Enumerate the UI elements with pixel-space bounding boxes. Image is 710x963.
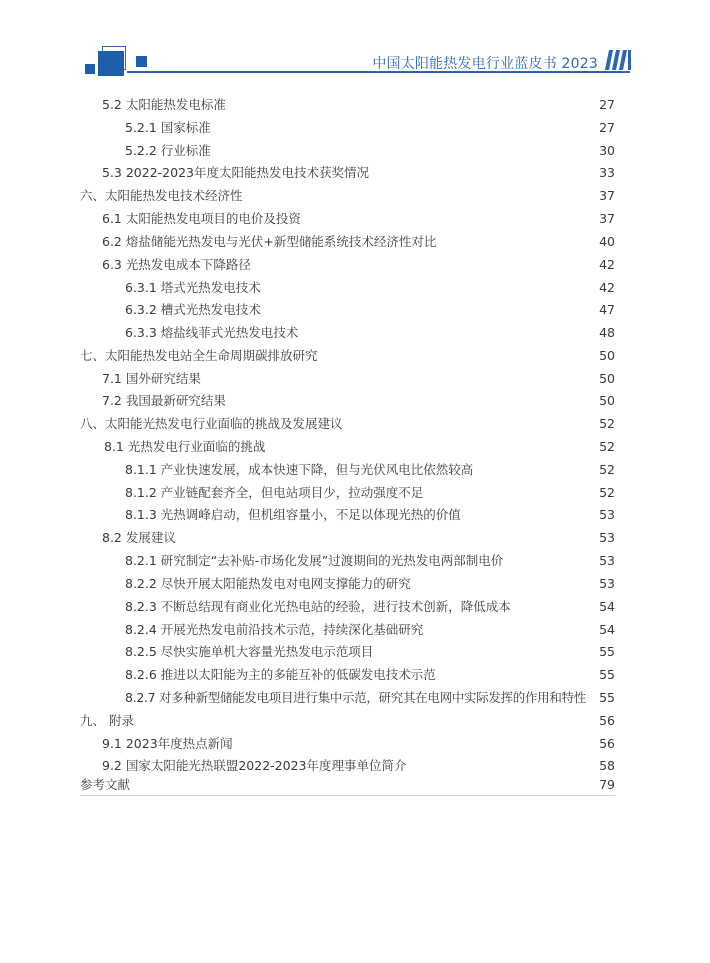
toc-entry-page: 53 xyxy=(599,553,615,568)
toc-entry-title: 5.2.1 国家标准 xyxy=(125,120,211,135)
toc-entry-title: 8.1.1 产业快速发展，成本快速下降，但与光伏风电比依然较高 xyxy=(125,462,474,477)
toc-entry-page: 27 xyxy=(599,120,615,135)
toc-leader-dots xyxy=(326,347,589,365)
toc-entry[interactable] xyxy=(80,776,615,794)
toc-entry-title: 8.1 光热发电行业面临的挑战 xyxy=(104,439,266,454)
toc-entry-title: 8.2.3 不断总结现有商业化光热电站的经验，进行技术创新，降低成本 xyxy=(125,599,511,614)
toc-entry-page: 50 xyxy=(599,393,615,408)
toc-entry[interactable] xyxy=(125,506,615,524)
toc-entry-title: 9.1 2023年度热点新闻 xyxy=(102,736,233,751)
toc-entry[interactable] xyxy=(102,757,615,775)
toc-leader-dots xyxy=(219,119,589,137)
toc-entry[interactable] xyxy=(125,552,615,570)
toc-entry[interactable] xyxy=(102,96,615,114)
toc-entry-title: 7.2 我国最新研究结果 xyxy=(102,393,226,408)
toc-entry-title: 九、 附录 xyxy=(80,713,134,728)
toc-entry-title: 5.2.2 行业标准 xyxy=(125,143,211,158)
toc-entry[interactable] xyxy=(80,187,615,205)
toc-entry[interactable] xyxy=(125,643,615,661)
toc-leader-dots xyxy=(209,370,589,388)
toc-entry[interactable] xyxy=(102,164,615,182)
header-title: 中国太阳能热发电行业蓝皮书 2023 xyxy=(372,56,598,72)
toc-entry[interactable] xyxy=(125,666,615,684)
toc-leader-dots xyxy=(234,96,589,114)
toc-leader-dots xyxy=(481,461,589,479)
toc-entry[interactable] xyxy=(80,415,615,433)
toc-leader-dots xyxy=(431,621,589,639)
toc-entry-page: 47 xyxy=(599,302,615,317)
toc-entry-page: 48 xyxy=(599,325,615,340)
toc-leader-dots xyxy=(351,415,589,433)
toc-leader-dots xyxy=(431,484,589,502)
toc-leader-dots xyxy=(184,529,589,547)
toc-leader-dots xyxy=(377,164,589,182)
toc-leader-dots xyxy=(269,279,589,297)
toc-leader-dots xyxy=(259,256,589,274)
toc-entry-page: 53 xyxy=(599,507,615,522)
toc-entry-title: 8.1.3 光热调峰启动，但机组容量小，不足以体现光热的价值 xyxy=(125,507,461,522)
toc-entry-page: 50 xyxy=(599,371,615,386)
toc-leader-dots xyxy=(519,598,589,616)
toc-entry-title: 7.1 国外研究结果 xyxy=(102,371,201,386)
toc-leader-dots xyxy=(381,643,589,661)
toc-entry[interactable] xyxy=(102,529,615,547)
toc-entry[interactable] xyxy=(80,712,615,730)
toc-entry[interactable] xyxy=(104,438,615,456)
toc-entry[interactable] xyxy=(125,301,615,319)
toc-entry-page: 50 xyxy=(599,348,615,363)
toc-leader-dots xyxy=(234,392,589,410)
toc-entry-page: 52 xyxy=(599,439,615,454)
toc-entry-page: 55 xyxy=(599,690,615,705)
toc-entry-page: 42 xyxy=(599,257,615,272)
toc-entry-page: 40 xyxy=(599,234,615,249)
toc-entry-page: 54 xyxy=(599,622,615,637)
toc-leader-dots xyxy=(590,689,591,707)
toc-entry[interactable] xyxy=(102,735,615,753)
toc-entry-title: 6.3.3 熔盐线菲式光热发电技术 xyxy=(125,325,299,340)
toc-entry-title: 6.1 太阳能热发电项目的电价及投资 xyxy=(102,211,301,226)
toc-leader-dots xyxy=(444,233,589,251)
toc-entry[interactable] xyxy=(102,392,615,410)
toc-leader-dots xyxy=(415,757,590,775)
toc-entry[interactable] xyxy=(125,621,615,639)
toc-entry-page: 58 xyxy=(599,758,615,773)
toc-leader-dots xyxy=(219,142,589,160)
toc-entry-page: 55 xyxy=(599,644,615,659)
toc-entry-title: 8.2.6 推进以太阳能为主的多能互补的低碳发电技术示范 xyxy=(125,667,436,682)
toc-entry-page: 42 xyxy=(599,280,615,295)
toc-entry[interactable] xyxy=(125,484,615,502)
header-logo-small-square-left xyxy=(85,64,95,74)
toc-entry-title: 七、太阳能热发电站全生命周期碳排放研究 xyxy=(80,348,318,363)
toc-entry-title: 8.2.4 开展光热发电前沿技术示范，持续深化基础研究 xyxy=(125,622,424,637)
toc-leader-dots xyxy=(138,776,589,794)
toc-entry-title: 6.3.1 塔式光热发电技术 xyxy=(125,280,261,295)
toc-entry-title: 8.2.2 尽快开展太阳能热发电对电网支撑能力的研究 xyxy=(125,576,411,591)
toc-leader-dots xyxy=(306,324,589,342)
toc-entry[interactable] xyxy=(125,689,615,707)
toc-leader-dots xyxy=(309,210,589,228)
toc-entry-page: 30 xyxy=(599,143,615,158)
toc-leader-dots xyxy=(251,187,589,205)
toc-entry-page: 52 xyxy=(599,462,615,477)
toc-entry[interactable] xyxy=(125,279,615,297)
toc-entry[interactable] xyxy=(102,210,615,228)
toc-entry-page: 56 xyxy=(599,713,615,728)
toc-entry-page: 27 xyxy=(599,97,615,112)
header-logo-small-square-right xyxy=(136,56,147,67)
toc-entry-page: 56 xyxy=(599,736,615,751)
toc-entry-page: 37 xyxy=(599,188,615,203)
header-logo-square xyxy=(98,51,124,76)
toc-entry[interactable] xyxy=(102,233,615,251)
toc-entry-page: 54 xyxy=(599,599,615,614)
toc-entry-page: 37 xyxy=(599,211,615,226)
toc-entry[interactable] xyxy=(125,119,615,137)
toc-entry[interactable] xyxy=(125,461,615,479)
toc-leader-dots xyxy=(142,712,589,730)
toc-entry-title: 5.3 2022-2023年度太阳能热发电技术获奖情况 xyxy=(102,165,369,180)
toc-leader-dots xyxy=(511,552,589,570)
toc-entry[interactable] xyxy=(125,142,615,160)
toc-entry-page: 52 xyxy=(599,485,615,500)
toc-entry-title: 6.3.2 槽式光热发电技术 xyxy=(125,302,261,317)
toc-entry-page: 53 xyxy=(599,530,615,545)
toc-entry[interactable] xyxy=(102,370,615,388)
toc-entry-title: 参考文献 xyxy=(80,777,131,792)
toc-leader-dots xyxy=(269,301,589,319)
toc-entry-page: 33 xyxy=(599,165,615,180)
toc-entry[interactable] xyxy=(125,575,615,593)
toc-entry-title: 8.2.7 对多种新型储能发电项目进行集中示范，研究其在电网中实际发挥的作用和特性 xyxy=(125,690,586,705)
toc-entry-title: 6.2 熔盐储能光热发电与光伏+新型储能系统技术经济性对比 xyxy=(102,234,437,249)
toc-entry-page: 79 xyxy=(599,777,615,792)
toc-bottom-rule xyxy=(80,795,615,796)
toc-entry-title: 六、太阳能热发电技术经济性 xyxy=(80,188,243,203)
toc-entry-title: 5.2 太阳能热发电标准 xyxy=(102,97,226,112)
toc-entry-title: 8.1.2 产业链配套齐全，但电站项目少，拉动强度不足 xyxy=(125,485,424,500)
toc-leader-dots xyxy=(444,666,589,684)
toc-entry-title: 8.2.1 研究制定“去补贴-市场化发展”过渡期间的光热发电两部制电价 xyxy=(125,553,504,568)
toc-entry-title: 9.2 国家太阳能光热联盟2022-2023年度理事单位简介 xyxy=(102,758,407,773)
toc-entry-title: 八、太阳能光热发电行业面临的挑战及发展建议 xyxy=(80,416,343,431)
toc-entry-page: 52 xyxy=(599,416,615,431)
header-stripes-decoration xyxy=(605,50,631,70)
toc-entry-page: 53 xyxy=(599,576,615,591)
toc-entry-title: 6.3 光热发电成本下降路径 xyxy=(102,257,251,272)
toc-leader-dots xyxy=(273,438,589,456)
toc-entry[interactable] xyxy=(102,256,615,274)
toc-entry-page: 55 xyxy=(599,667,615,682)
toc-leader-dots xyxy=(469,506,589,524)
toc-entry-title: 8.2.5 尽快实施单机大容量光热发电示范项目 xyxy=(125,644,374,659)
toc-entry-title: 8.2 发展建议 xyxy=(102,530,176,545)
toc-entry[interactable] xyxy=(125,598,615,616)
toc-leader-dots xyxy=(241,735,589,753)
toc-leader-dots xyxy=(419,575,589,593)
toc-entry[interactable] xyxy=(125,324,615,342)
toc-entry[interactable] xyxy=(80,347,615,365)
